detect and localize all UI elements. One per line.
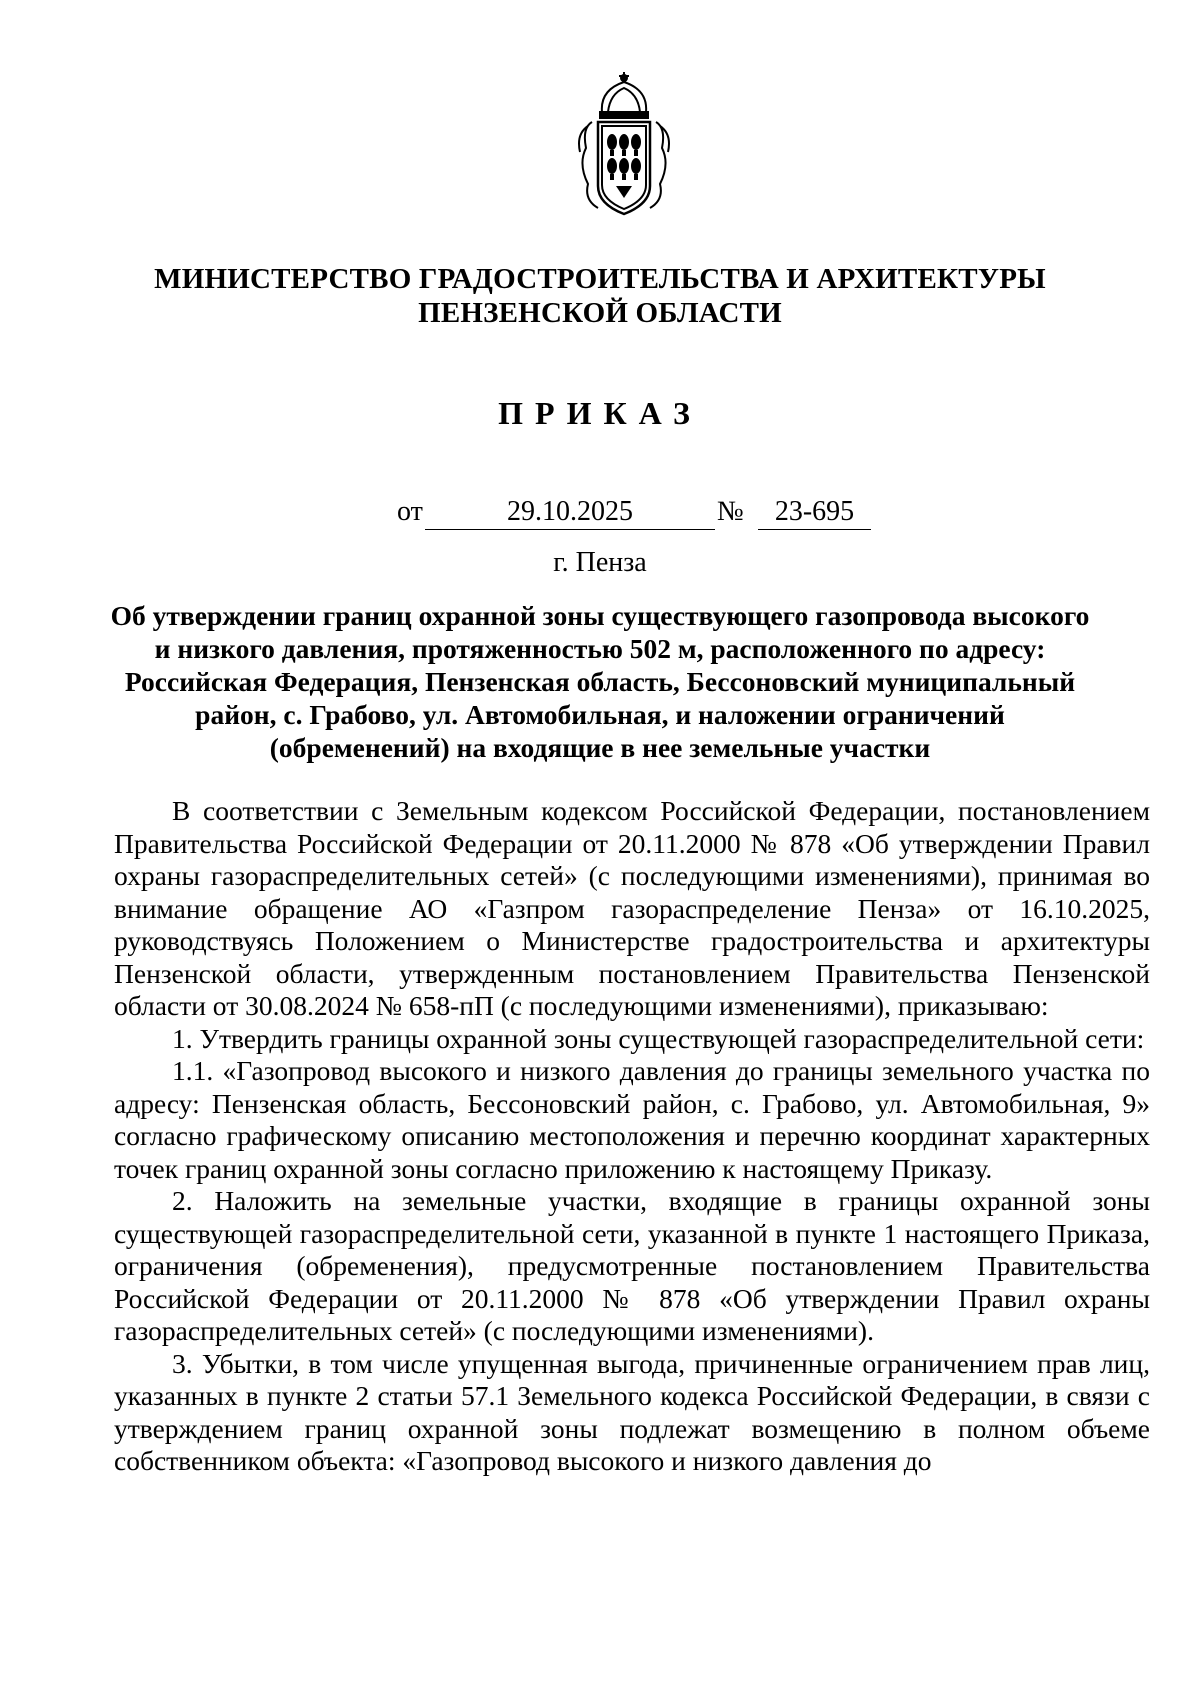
city-name: г. Пенза [553, 547, 647, 578]
order-number: 23-695 [758, 496, 871, 530]
subject-line: и низкого давления, протяженностью 502 м, расположенного по адресу: [154, 633, 1046, 664]
ministry-name-line2: ПЕНЗЕНСКОЙ ОБЛАСТИ [418, 297, 782, 329]
subject-line: район, с. Грабово, ул. Автомобильная, и наложении ограничений [195, 699, 1005, 730]
ministry-name-line1: МИНИСТЕРСТВО ГРАДОСТРОИТЕЛЬСТВА И АРХИТЕКТУРЫ [154, 263, 1046, 295]
clause-2: 2. Наложить на земельные участки, входящие в границы охранной зоны существующей газораспределительной сети, указанной в пункте 1 настоящего Приказа, ограничения (обременения), предусмотренные постановлением Правительства Российской Федерации от 20.11.2000 № 878 «Об утверждении Правил охраны газораспределительных сетей» (с последующими изменениями). [114, 1185, 1150, 1346]
order-title: ПРИКАЗ [498, 395, 702, 431]
subject-line: Российская Федерация, Пензенская область, Бессоновский муниципальный [124, 666, 1076, 697]
clause-1-1: 1.1. «Газопровод высокого и низкого давления до границы земельного участка по адресу: Пензенская область, Бессоновский район, с. Грабово, ул. Автомобильная, 9» согласно графическому описанию местоположения и перечню координат характерных точек границ охранной зоны согласно приложению к настоящему Приказу. [114, 1055, 1150, 1184]
order-number-label: № [717, 496, 744, 527]
ministry-name [100, 262, 1100, 330]
date-from-label: от [397, 496, 423, 527]
order-body [114, 795, 1150, 1478]
subject-line: Об утверждении границ охранной зоны существующего газопровода высокого [110, 600, 1090, 631]
order-date: 29.10.2025 [425, 496, 715, 530]
clause-1: 1. Утвердить границы охранной зоны существующей газораспределительной сети: [172, 1022, 1145, 1054]
preamble-paragraph: В соответствии с Земельным кодексом Российской Федерации, постановлением Правительства Российской Федерации от 20.11.2000 № 878 «Об утверждении Правил охраны газораспределительных сетей» (с последующими изменениями), принимая во внимание обращение АО «Газпром газораспределение Пенза» от 16.10.2025, руководствуясь Положением о Министерстве градостроительства и архитектуры Пензенской области, утвержденным постановлением Правительства Пензенской области от 30.08.2024 № 658-пП (с последующими изменениями), приказываю: [114, 795, 1150, 1021]
subject-line: (обременений) на входящие в нее земельные участки [269, 732, 931, 763]
order-dateline [0, 496, 1200, 532]
clause-3: 3. Убытки, в том числе упущенная выгода, причиненные ограничением прав лиц, указанных в пункте 2 статьи 57.1 Земельного кодекса Российской Федерации, в связи с утверждением границ охранной зоны подлежат возмещению в полном объеме собственником объекта: «Газопровод высокого и низкого давления до [114, 1347, 1150, 1476]
coat-of-arms-emblem [564, 68, 684, 220]
order-subject [110, 599, 1090, 764]
